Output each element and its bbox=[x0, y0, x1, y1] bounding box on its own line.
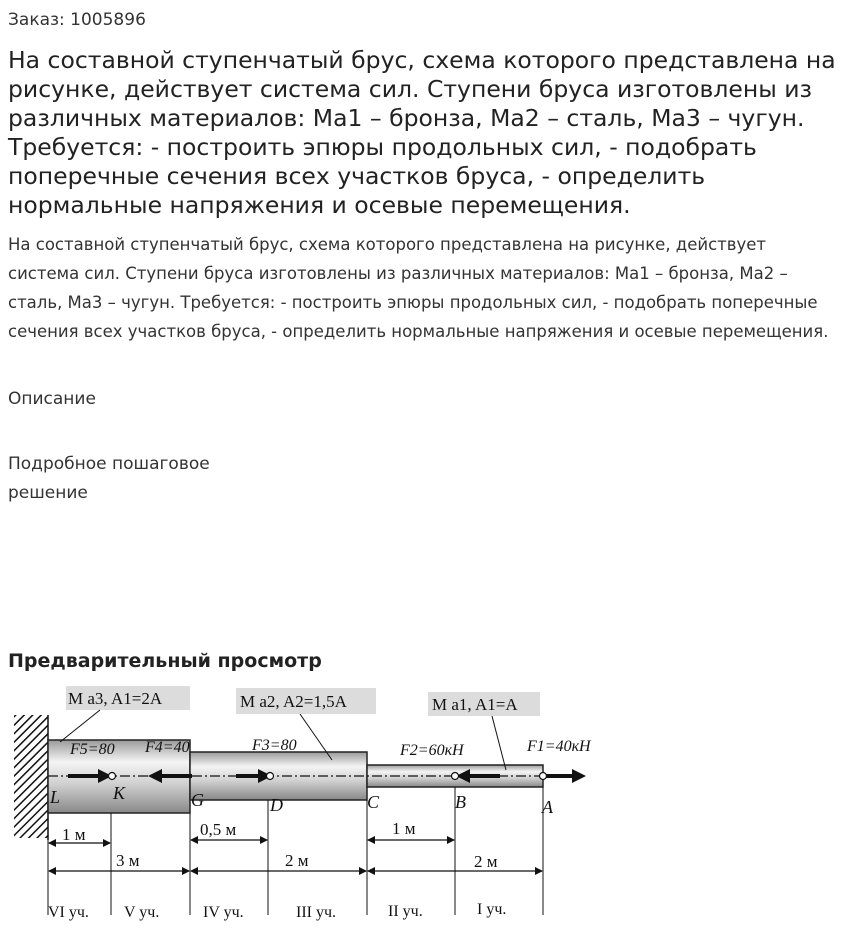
point-label-a: A bbox=[542, 797, 553, 817]
material-label-ma2: M a2, A2=1,5A bbox=[240, 692, 347, 711]
section-label-2: II уч. bbox=[388, 903, 423, 920]
point-label-g: G bbox=[191, 790, 204, 810]
section-label-3: III уч. bbox=[296, 904, 337, 921]
dimension-label-d2: 3 м bbox=[116, 851, 140, 870]
leader-line-ma3 bbox=[60, 710, 100, 742]
force-label-f3: F3=80 bbox=[252, 737, 297, 754]
force-label-f1: F1=40кН bbox=[527, 738, 591, 755]
leader-line-ma1 bbox=[492, 716, 506, 770]
point-label-d: D bbox=[270, 795, 283, 815]
solution-label: Подробное пошаговое решение bbox=[8, 454, 210, 503]
point-marker-d bbox=[267, 773, 274, 780]
point-label-k: K bbox=[113, 783, 126, 803]
force-arrow-f1 bbox=[546, 769, 586, 783]
dimension-label-d3: 0,5 м bbox=[200, 820, 237, 839]
section-label-5: V уч. bbox=[124, 904, 160, 921]
point-label-b: B bbox=[455, 792, 466, 812]
preview-title: Предварительный просмотр bbox=[8, 650, 322, 672]
material-label-ma1: M a1, A1=A bbox=[432, 695, 518, 714]
point-label-l: L bbox=[50, 787, 61, 807]
dimension-label-d6: 2 м bbox=[474, 852, 498, 871]
point-label-c: C bbox=[367, 792, 380, 812]
section-label-6: VI уч. bbox=[48, 904, 89, 921]
force-label-f2: F2=60кН bbox=[400, 742, 464, 759]
order-number: Заказ: 1005896 bbox=[8, 10, 146, 30]
dimension-label-d5: 1 м bbox=[392, 819, 416, 838]
point-marker-b bbox=[452, 773, 459, 780]
task-description: На составной ступенчатый брус, схема которого представлена на рисунке, действует система сил. Ступени бруса изготовлены из различных материалов: Ма1 – бронза, Ма2 – сталь, Ма3 – чугун. Требуется: - построить эпюры продольных сил, - подобрать поперечные сечения всех участков бруса, - определить нормальные напряжения и осевые перемещения. bbox=[8, 235, 829, 341]
force-label-f5: F5=80 bbox=[70, 741, 115, 758]
description-label: Описание bbox=[8, 389, 96, 409]
point-marker-k bbox=[109, 773, 116, 780]
material-label-ma3: M a3, A1=2A bbox=[68, 689, 163, 708]
beam-diagram bbox=[0, 680, 847, 941]
section-label-1: I уч. bbox=[477, 901, 507, 918]
dimension-label-d1: 1 м bbox=[62, 825, 86, 844]
task-heading: На составной ступенчатый брус, схема которого представлена на рисунке, действует система сил. Ступени бруса изготовлены из различных материалов: Ма1 – бронза, Ма2 – сталь, Ма3 – чугун. Требуется: - построить эпюры продольных сил, - подобрать поперечные сечения всех участков бруса, - определить нормальные напряжения и осевые перемещения. bbox=[8, 46, 836, 219]
point-marker-a bbox=[540, 773, 547, 780]
force-label-f4: F4=40 bbox=[145, 739, 190, 756]
fixed-wall bbox=[14, 715, 48, 838]
dimension-label-d4: 2 м bbox=[285, 851, 309, 870]
section-label-4: IV уч. bbox=[203, 904, 244, 921]
